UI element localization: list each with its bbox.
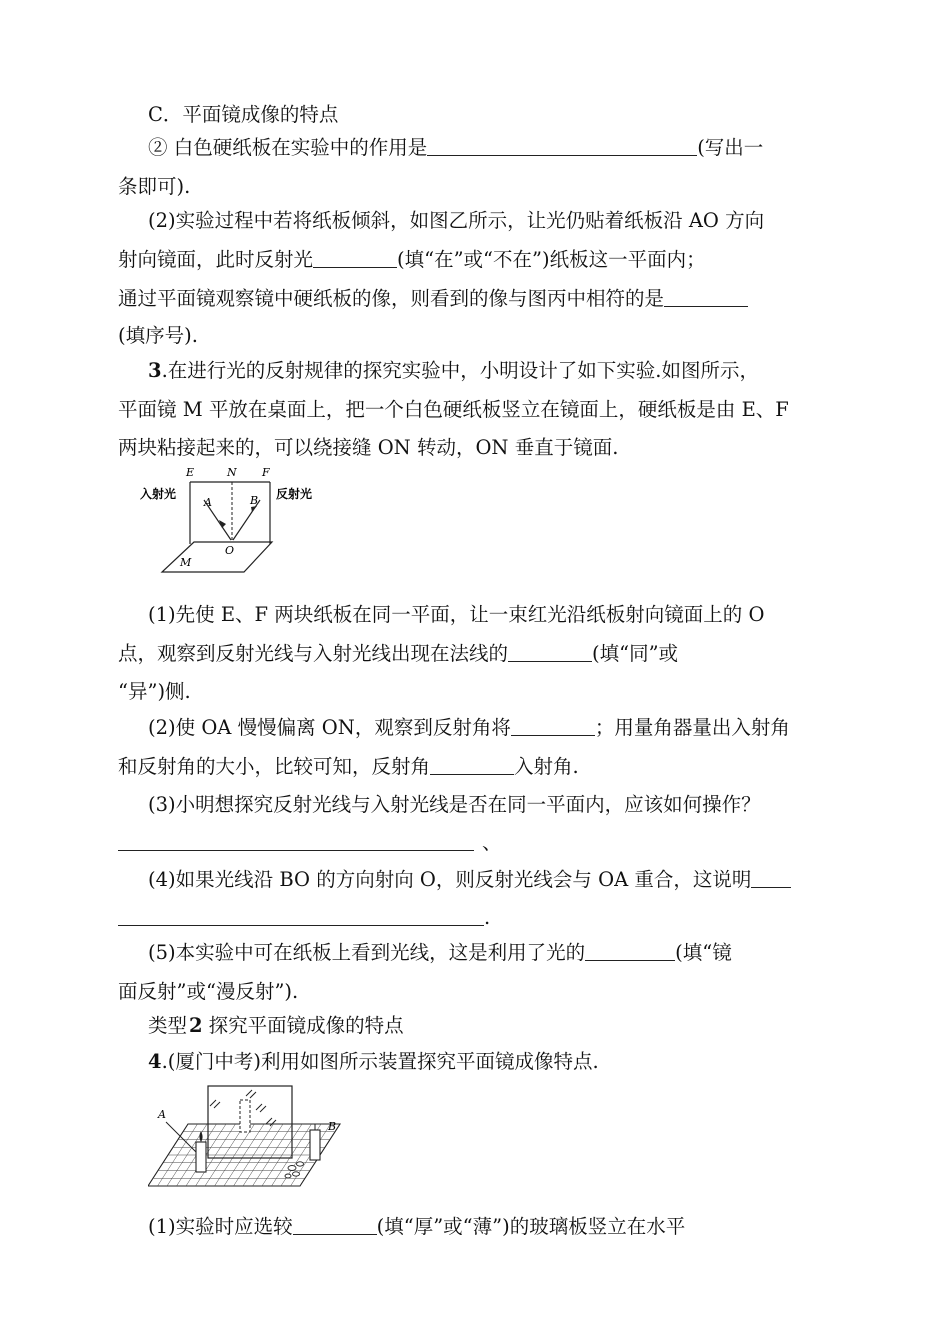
option-c: C．平面镜成像的特点	[148, 103, 339, 126]
answer-blank[interactable]	[118, 830, 474, 851]
question-line: ② 白色硬纸板在实验中的作用是 (写出一	[148, 136, 764, 159]
question-line: 、	[118, 828, 838, 858]
question-line: (3)小明想探究反射光线与入射光线是否在同一平面内，应该如何操作？	[148, 793, 761, 816]
answer-blank[interactable]	[664, 286, 748, 307]
answer-blank[interactable]	[118, 905, 484, 926]
question-line: 平面镜 M 平放在桌面上，把一个白色硬纸板竖立在镜面上，硬纸板是由 E、F	[118, 398, 789, 421]
question-line: .	[118, 903, 838, 933]
label-incident: 入射光	[140, 487, 177, 501]
label-reflected: 反射光	[276, 487, 313, 501]
answer-blank[interactable]	[508, 641, 592, 662]
label-a: A	[158, 1108, 166, 1121]
label-m: M	[180, 556, 192, 569]
question-line: (5)本实验中可在纸板上看到光线，这是利用了光的 (填“镜	[148, 941, 732, 964]
label-e: E	[186, 466, 195, 479]
answer-blank[interactable]	[293, 1214, 377, 1235]
label-n: N	[227, 466, 237, 479]
candle-image	[240, 1100, 250, 1132]
question-line: 点，观察到反射光线与入射光线出现在法线的 (填“同”或	[118, 642, 679, 665]
question-3-heading: 3.在进行光的反射规律的探究实验中，小明设计了如下实验.如图所示，	[148, 359, 759, 382]
question-line: “异”)侧.	[118, 680, 191, 703]
answer-blank[interactable]	[313, 247, 397, 268]
plane-mirror-figure	[148, 1082, 348, 1190]
answer-blank[interactable]	[751, 867, 791, 888]
question-line: (4)如果光线沿 BO 的方向射向 O，则反射光线会与 OA 重合，这说明	[148, 865, 868, 895]
question-4-heading: 4.(厦门中考)利用如图所示装置探究平面镜成像特点.	[148, 1050, 599, 1073]
question-line: (2)使 OA 慢慢偏离 ON，观察到反射角将 ；用量角器量出入射角	[148, 716, 790, 739]
question-line: (1)先使 E、F 两块纸板在同一平面，让一束红光沿纸板射向镜面上的 O	[148, 603, 765, 626]
candle-a	[196, 1142, 206, 1172]
question-line: (2)实验过程中若将纸板倾斜，如图乙所示，让光仍贴着纸板沿 AO 方向	[148, 209, 765, 232]
question-line: 和反射角的大小，比较可知，反射角 入射角.	[118, 755, 579, 778]
answer-blank[interactable]	[430, 754, 514, 775]
label-f: F	[262, 466, 270, 479]
label-a: A	[204, 496, 212, 509]
candle-b	[310, 1130, 320, 1160]
answer-blank[interactable]	[427, 135, 697, 156]
question-line: (1)实验时应选较 (填“厚”或“薄”)的玻璃板竖立在水平	[148, 1215, 686, 1238]
question-line: 条即可).	[118, 175, 191, 198]
question-line: 通过平面镜观察镜中硬纸板的像，则看到的像与图丙中相符的是	[118, 284, 838, 314]
section-type-2: 类型 2 探究平面镜成像的特点	[148, 1014, 404, 1037]
question-line: (填序号).	[118, 324, 198, 347]
question-line: 两块粘接起来的，可以绕接缝 ON 转动，ON 垂直于镜面.	[118, 436, 619, 459]
answer-blank[interactable]	[511, 715, 595, 736]
reflection-figure	[140, 462, 330, 574]
question-line: 射向镜面，此时反射光 (填“在”或“不在”)纸板这一平面内；	[118, 248, 706, 271]
mirror-plane	[162, 542, 272, 572]
label-b: B	[328, 1120, 337, 1133]
question-line: 面反射”或“漫反射”).	[118, 980, 299, 1003]
answer-blank[interactable]	[585, 940, 675, 961]
label-o: O	[225, 544, 235, 557]
label-b: B	[250, 494, 259, 507]
